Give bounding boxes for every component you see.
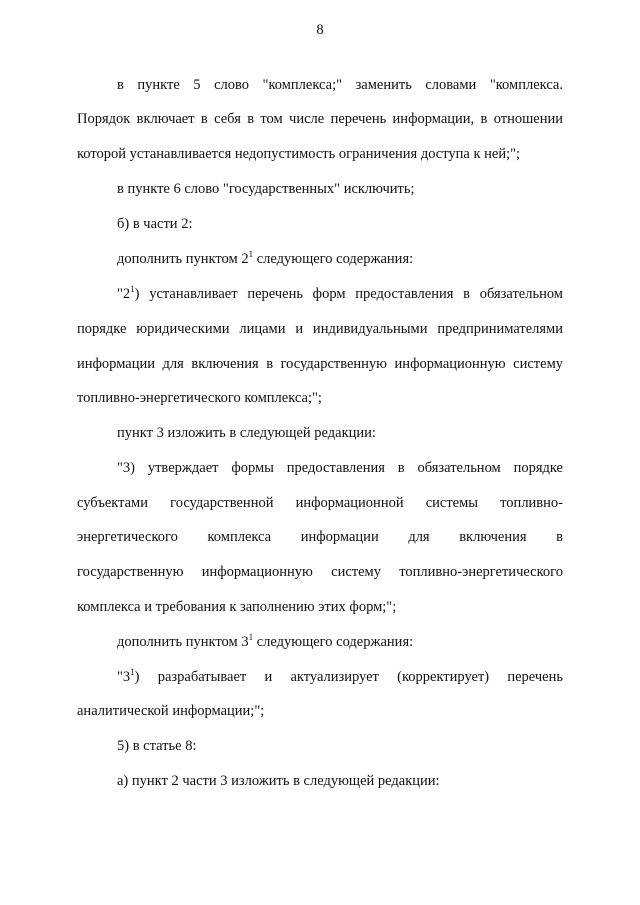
line-text: дополнить пунктом 2 bbox=[117, 251, 249, 267]
line-text: ) разрабатывает и актуализирует (корректирует) перечень bbox=[134, 669, 563, 685]
paragraph-line: субъектами государственной информационной системы топливно- bbox=[77, 495, 563, 511]
page-number: 8 bbox=[316, 22, 324, 38]
line-text: следующего содержания: bbox=[253, 634, 414, 650]
paragraph-line: в пункте 5 слово "комплекса;" заменить словами "комплекса. bbox=[117, 77, 563, 93]
line-text: ) устанавливает перечень форм предоставления в обязательном bbox=[134, 286, 563, 302]
paragraph-line: порядке юридическими лицами и индивидуальными предпринимателями bbox=[77, 321, 563, 337]
superscript-index: 1 bbox=[130, 667, 135, 677]
line-text: "3 bbox=[117, 669, 131, 685]
paragraph-line: пункт 3 изложить в следующей редакции: bbox=[117, 425, 376, 441]
paragraph-line bbox=[117, 633, 563, 651]
paragraph-line: комплекса и требования к заполнению этих форм;"; bbox=[77, 599, 397, 615]
paragraph-line bbox=[117, 250, 563, 268]
paragraph-line: которой устанавливается недопустимость ограничения доступа к ней;"; bbox=[77, 146, 521, 162]
paragraph-line: информации для включения в государственную информационную систему bbox=[77, 356, 563, 372]
line-text: следующего содержания: bbox=[253, 251, 414, 267]
line-text: дополнить пунктом 3 bbox=[117, 634, 249, 650]
paragraph-line: Порядок включает в себя в том числе перечень информации, в отношении bbox=[77, 111, 563, 127]
superscript-index: 1 bbox=[130, 284, 135, 294]
paragraph-line: энергетического комплекса информации для включения в bbox=[77, 529, 563, 545]
paragraph-line: государственную информационную систему топливно-энергетического bbox=[77, 564, 563, 580]
paragraph-line bbox=[117, 285, 563, 303]
superscript-index: 1 bbox=[248, 249, 254, 259]
paragraph-line: а) пункт 2 части 3 изложить в следующей редакции: bbox=[117, 773, 440, 789]
paragraph-line: б) в части 2: bbox=[117, 216, 193, 232]
paragraph-line: в пункте 6 слово "государственных" исключить; bbox=[117, 181, 415, 197]
superscript-index: 1 bbox=[248, 632, 254, 642]
paragraph-line: "3) утверждает формы предоставления в обязательном порядке bbox=[117, 460, 563, 476]
paragraph-line: топливно-энергетического комплекса;"; bbox=[77, 390, 322, 406]
paragraph-line: аналитической информации;"; bbox=[77, 703, 265, 719]
paragraph-line bbox=[117, 668, 563, 686]
paragraph-line: 5) в статье 8: bbox=[117, 738, 197, 754]
line-text: "2 bbox=[117, 286, 131, 302]
